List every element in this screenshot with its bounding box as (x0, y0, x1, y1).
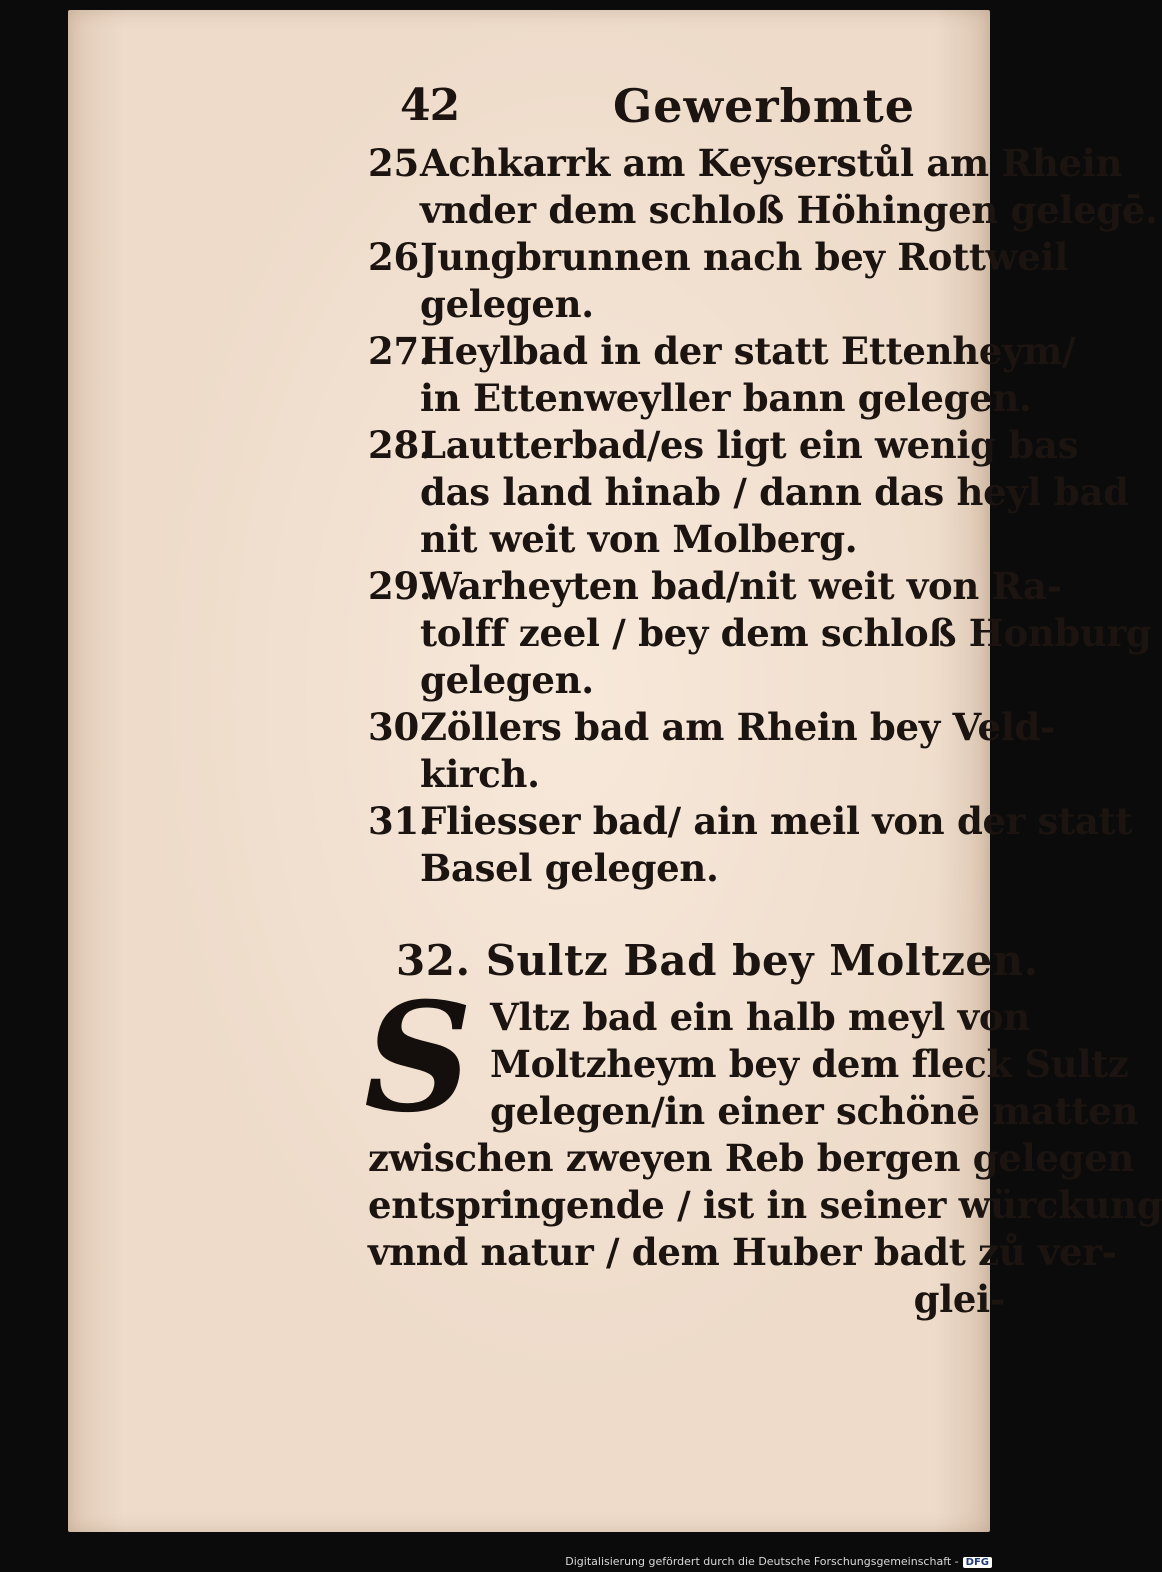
credit-text: Digitalisierung gefördert durch die Deutsche Forschungsgemeinschaft - (565, 1555, 959, 1568)
page-text (364, 78, 1162, 1323)
drop-cap-initial: S (364, 970, 473, 1146)
entry-text: gelegen. (420, 282, 594, 326)
entry-line (368, 328, 1076, 375)
entry-number: 26 (368, 235, 419, 279)
entry-line (368, 610, 1152, 657)
entry-text: Fliesser bad/ ain meil von der statt (420, 799, 1133, 843)
page-header (368, 78, 1013, 140)
entry-number: 29. (368, 564, 432, 608)
body-line: Vltz bad ein halb meyl von (490, 995, 1030, 1039)
entry-number: 28. (368, 423, 432, 467)
entry-number: 31. (368, 799, 432, 843)
entry-line (368, 187, 1158, 234)
entry-text: Zöllers bad am Rhein bey Veld- (420, 705, 1056, 749)
entry-line (368, 469, 1129, 516)
entry-text: nit weit von Molberg. (420, 517, 858, 561)
entry-line (368, 845, 1013, 892)
entry-line (368, 563, 1062, 610)
entry-line (368, 234, 1068, 281)
body-line: zwischen zweyen Reb bergen gelegen (368, 1136, 1134, 1180)
entry-line (368, 140, 1123, 187)
section-heading: 32. Sultz Bad bey Moltzen. (396, 936, 1039, 985)
dfg-logo-icon: DFG (963, 1557, 992, 1568)
entry-line (368, 422, 1079, 469)
entry-text: Warheyten bad/nit weit von Ra- (420, 564, 1062, 608)
entry-text: Heylbad in der statt Ettenheym/ (420, 329, 1076, 373)
entry-line (368, 516, 1013, 563)
book-page (68, 10, 1162, 1532)
digitization-credit (565, 1555, 992, 1568)
entry-number: 25 (368, 141, 419, 185)
entry-line (368, 281, 1013, 328)
body-line: vnnd natur / dem Huber badt zů ver- (368, 1230, 1117, 1274)
entry-line (368, 798, 1133, 845)
catchword: glei- (913, 1277, 1005, 1321)
section-body (364, 970, 1162, 1323)
entry-text: in Ettenweyller bann gelegen. (420, 376, 1032, 420)
entry-number: 30. (368, 705, 432, 749)
entry-number: 27. (368, 329, 432, 373)
running-head: Gewerbmte (613, 79, 916, 133)
entry-text: vnder dem schloß Höhingen gelegē. (420, 188, 1158, 232)
entry-text: Jungbrunnen nach bey Rottweil (420, 235, 1068, 279)
entry-text: kirch. (420, 752, 540, 796)
entry-line (368, 704, 1056, 751)
entry-text: Lautterbad/es ligt ein wenig bas (420, 423, 1079, 467)
entry-text: das land hinab / dann das heyl bad (420, 470, 1129, 514)
entry-line (368, 375, 1032, 422)
body-line: Moltzheym bey dem fleck Sultz (490, 1042, 1129, 1086)
entry-line (368, 657, 1013, 704)
page-number: 42 (400, 80, 460, 131)
body-line: entspringende / ist in seiner würckung (368, 1183, 1162, 1227)
entry-text: Achkarrk am Keyserstůl am Rhein (420, 141, 1123, 185)
entry-line (368, 751, 1013, 798)
entry-text: gelegen. (420, 658, 594, 702)
entry-text: tolff zeel / bey dem schloß Honburg (420, 611, 1152, 655)
entry-text: Basel gelegen. (420, 846, 719, 890)
body-line: gelegen/in einer schönē matten (490, 1089, 1139, 1133)
